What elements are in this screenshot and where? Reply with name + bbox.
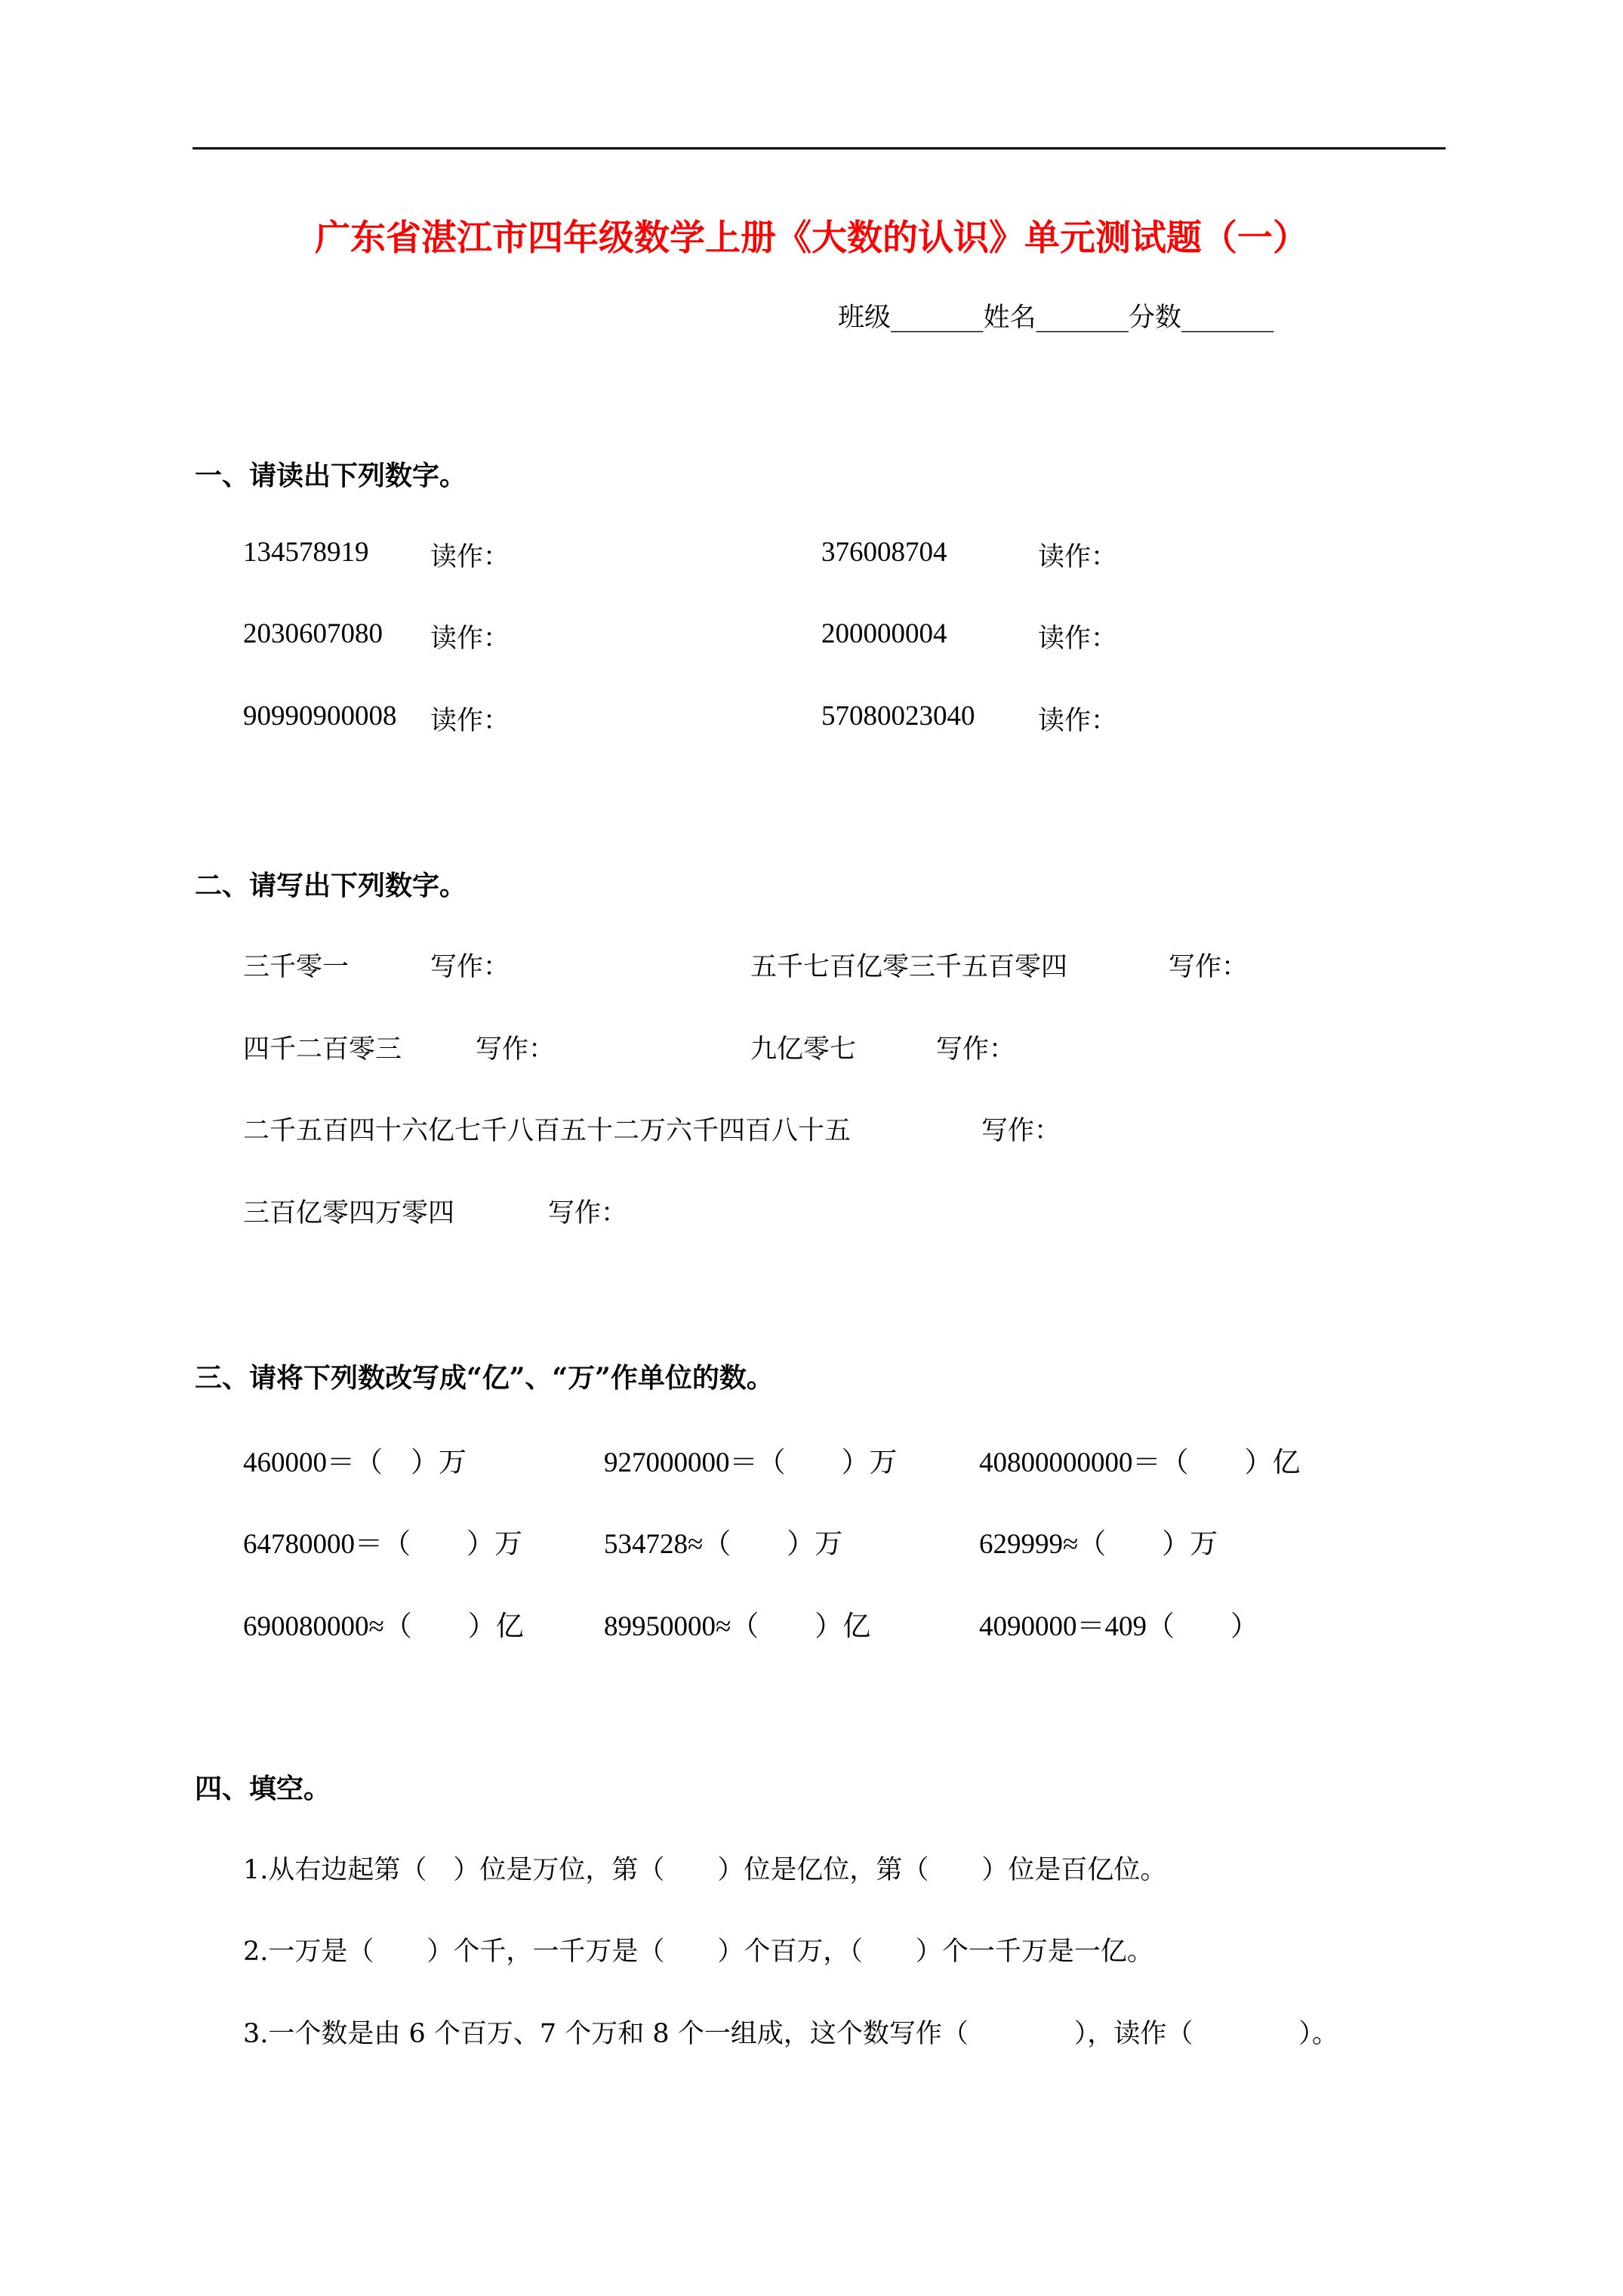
read-number: 200000004: [821, 618, 947, 649]
rewrite-item: 534728≈（ ）万: [604, 1529, 843, 1560]
write-label: 写作：: [476, 1034, 556, 1065]
write-label: 写作：: [1169, 952, 1249, 982]
write-words: 二千五百四十六亿七千八百五十二万六千四百八十五: [243, 1116, 852, 1146]
write-words: 五千七百亿零三千五百零四: [750, 952, 1068, 982]
page-title: 广东省湛江市四年级数学上册《大数的认识》单元测试题（一）: [315, 217, 1308, 259]
write-label: 写作：: [936, 1034, 1016, 1065]
write-words: 九亿零七: [750, 1034, 857, 1065]
write-words: 四千二百零三: [243, 1034, 402, 1065]
fill-item: 2.一万是（ ）个千，一千万是（ ）个百万，（ ）个一千万是一亿。: [243, 1937, 1153, 1967]
fill-item: 1.从右边起第（ ）位是万位，第（ ）位是亿位，第（ ）位是百亿位。: [243, 1855, 1167, 1885]
rewrite-item: 629999≈（ ）万: [979, 1529, 1218, 1560]
section-1-heading: 一、请读出下列数字。: [195, 460, 467, 492]
rewrite-item: 927000000＝（ ）万: [604, 1447, 898, 1478]
read-number: 90990900008: [243, 701, 397, 732]
section-4-heading: 四、填空。: [195, 1773, 331, 1804]
fill-item: 3.一个数是由 6 个百万、7 个万和 8 个一组成，这个数写作（ ），读作（ ）。: [243, 2019, 1338, 2049]
rewrite-item: 690080000≈（ ）亿: [243, 1611, 524, 1642]
header-rule: [192, 147, 1446, 149]
write-words: 三百亿零四万零四: [243, 1198, 455, 1228]
read-number: 2030607080: [243, 618, 383, 649]
read-number: 57080023040: [821, 701, 975, 732]
rewrite-item: 89950000≈（ ）亿: [604, 1611, 871, 1642]
read-label: 读作：: [1038, 542, 1118, 572]
read-number: 134578919: [243, 537, 369, 568]
write-words: 三千零一: [243, 952, 350, 982]
read-label: 读作：: [430, 542, 510, 572]
read-label: 读作：: [1038, 624, 1118, 654]
write-label: 写作：: [548, 1198, 628, 1228]
section-2-heading: 二、请写出下列数字。: [195, 870, 467, 901]
student-info-line: 班级_______姓名_______分数_______: [838, 303, 1274, 333]
read-label: 读作：: [1038, 706, 1118, 736]
read-label: 读作：: [430, 706, 510, 736]
read-number: 376008704: [821, 537, 947, 568]
read-label: 读作：: [430, 624, 510, 654]
rewrite-item: 64780000＝（ ）万: [243, 1529, 522, 1560]
write-label: 写作：: [981, 1116, 1061, 1146]
write-label: 写作：: [430, 952, 510, 982]
rewrite-item: 40800000000＝（ ）亿: [979, 1447, 1301, 1478]
rewrite-item: 460000＝（ ）万: [243, 1447, 467, 1478]
section-3-heading: 三、请将下列数改写成“亿”、“万”作单位的数。: [195, 1362, 774, 1394]
rewrite-item: 4090000＝409（ ）: [979, 1611, 1258, 1642]
